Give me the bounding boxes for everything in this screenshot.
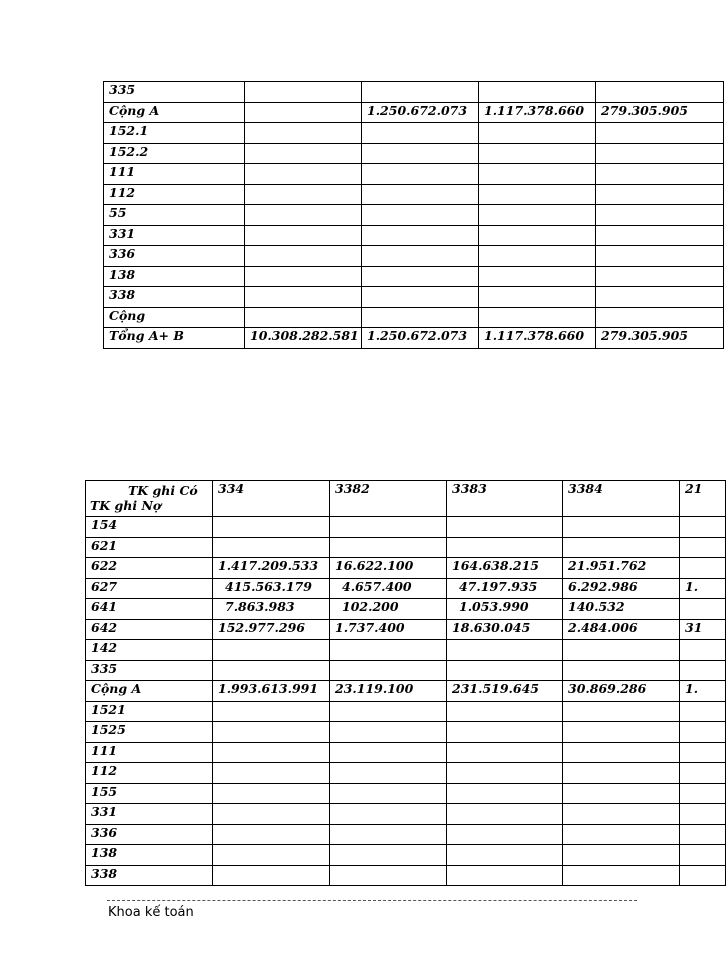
table-cell: 7.863.983 (213, 599, 330, 620)
table-cell (362, 287, 479, 308)
header-col-334: 334 (213, 481, 330, 517)
row-account-cell: 331 (104, 225, 245, 246)
table-cell (447, 517, 563, 538)
summary-table-top (103, 81, 724, 349)
table-cell (680, 660, 726, 681)
table-cell (596, 123, 724, 144)
row-account-cell: Cộng A (86, 681, 213, 702)
table-cell (245, 307, 362, 328)
top-table-region (0, 0, 700, 343)
table-row (86, 640, 726, 661)
table-cell (680, 722, 726, 743)
table-row (86, 824, 726, 845)
table-cell (213, 701, 330, 722)
table-cell: 152.977.296 (213, 619, 330, 640)
table-row (86, 517, 726, 538)
row-account-cell: Cộng (104, 307, 245, 328)
table-cell (245, 82, 362, 103)
table-cell (245, 246, 362, 267)
table-cell (330, 742, 447, 763)
table-cell (213, 865, 330, 886)
table-cell: 4.657.400 (330, 578, 447, 599)
table-cell (447, 660, 563, 681)
table-row (86, 701, 726, 722)
table-cell: 1. (680, 578, 726, 599)
table-cell (596, 225, 724, 246)
table-cell (447, 701, 563, 722)
table-cell: 279.305.905 (596, 102, 724, 123)
row-account-cell: 1521 (86, 701, 213, 722)
table-cell (245, 287, 362, 308)
table-cell (245, 164, 362, 185)
row-account-cell: 112 (104, 184, 245, 205)
table-cell: 415.563.179 (213, 578, 330, 599)
table-row (104, 307, 724, 328)
table-cell (563, 824, 680, 845)
table-cell (362, 143, 479, 164)
row-account-cell: 152.1 (104, 123, 245, 144)
table-cell: 31 (680, 619, 726, 640)
table-cell (362, 266, 479, 287)
table-row (86, 660, 726, 681)
table-row (86, 763, 726, 784)
table-cell (213, 517, 330, 538)
row-account-cell: 152.2 (104, 143, 245, 164)
row-account-cell: 622 (86, 558, 213, 579)
table-cell: 164.638.215 (447, 558, 563, 579)
table-cell: 30.869.286 (563, 681, 680, 702)
table-cell (447, 783, 563, 804)
table-cell: 231.519.645 (447, 681, 563, 702)
table-cell (563, 845, 680, 866)
table-cell (479, 184, 596, 205)
table-cell (563, 660, 680, 681)
row-account-cell: 138 (86, 845, 213, 866)
table-cell (563, 865, 680, 886)
table-cell (479, 287, 596, 308)
row-account-cell: 111 (86, 742, 213, 763)
table-cell: 1.250.672.073 (362, 102, 479, 123)
table-cell: 2.484.006 (563, 619, 680, 640)
table-cell (245, 266, 362, 287)
table-cell: 1.993.613.991 (213, 681, 330, 702)
table-cell (479, 225, 596, 246)
table-cell (330, 865, 447, 886)
table-cell: 21.951.762 (563, 558, 680, 579)
table-cell: 1.417.209.533 (213, 558, 330, 579)
table-row (86, 619, 726, 640)
table-cell (596, 205, 724, 226)
table-row (86, 742, 726, 763)
table-cell: 279.305.905 (596, 328, 724, 349)
table-cell (680, 701, 726, 722)
table-cell: 1.737.400 (330, 619, 447, 640)
table-cell (680, 558, 726, 579)
header-col-3384: 3384 (563, 481, 680, 517)
table-cell (596, 143, 724, 164)
table-cell (447, 824, 563, 845)
header-debit-label: TK ghi Nợ (90, 498, 162, 513)
table-cell (479, 266, 596, 287)
table-row (104, 143, 724, 164)
table-cell (447, 722, 563, 743)
table-row (86, 845, 726, 866)
table-row (86, 537, 726, 558)
row-account-cell: 338 (86, 865, 213, 886)
table-cell (330, 701, 447, 722)
table-cell: 1.117.378.660 (479, 102, 596, 123)
table-cell (563, 783, 680, 804)
table-cell (213, 783, 330, 804)
table-cell (245, 123, 362, 144)
table-row (104, 164, 724, 185)
table-cell: 1.053.990 (447, 599, 563, 620)
table-cell (447, 537, 563, 558)
table-cell (596, 307, 724, 328)
table-cell (596, 82, 724, 103)
table-cell (362, 184, 479, 205)
table-row (104, 287, 724, 308)
table-cell (479, 82, 596, 103)
table-cell (563, 537, 680, 558)
table-cell (596, 266, 724, 287)
table-cell (563, 742, 680, 763)
table-cell (447, 763, 563, 784)
table-row (86, 558, 726, 579)
table-cell (680, 640, 726, 661)
table-cell (563, 763, 680, 784)
allocation-table-bottom (85, 480, 726, 886)
table-row (86, 804, 726, 825)
table-row (104, 266, 724, 287)
row-account-cell: 621 (86, 537, 213, 558)
table-cell (479, 205, 596, 226)
table-cell (330, 845, 447, 866)
table-cell (563, 701, 680, 722)
table-cell: 1.250.672.073 (362, 328, 479, 349)
table-cell (245, 184, 362, 205)
table-cell (563, 640, 680, 661)
table-cell (563, 722, 680, 743)
table-cell: 140.532 (563, 599, 680, 620)
table-cell (362, 225, 479, 246)
row-account-cell: 55 (104, 205, 245, 226)
header-col-21: 21 (680, 481, 726, 517)
table-cell (330, 517, 447, 538)
table-cell (245, 205, 362, 226)
table-cell (362, 164, 479, 185)
table-row (86, 865, 726, 886)
row-account-cell: 112 (86, 763, 213, 784)
table-cell (245, 225, 362, 246)
table-row (104, 205, 724, 226)
row-account-cell: 338 (104, 287, 245, 308)
table-cell (245, 143, 362, 164)
row-account-cell: 111 (104, 164, 245, 185)
table-row (104, 184, 724, 205)
footer-label: Khoa kế toán (108, 905, 194, 920)
table-cell: 47.197.935 (447, 578, 563, 599)
table-cell (213, 722, 330, 743)
table-cell (680, 537, 726, 558)
row-account-cell: 642 (86, 619, 213, 640)
header-col-3382: 3382 (330, 481, 447, 517)
row-account-cell: Cộng A (104, 102, 245, 123)
table-cell: 1. (680, 681, 726, 702)
table-cell (362, 307, 479, 328)
row-account-cell: 155 (86, 783, 213, 804)
table-cell (680, 783, 726, 804)
table-cell (362, 205, 479, 226)
table-cell (479, 123, 596, 144)
table-cell (563, 804, 680, 825)
table-cell (330, 640, 447, 661)
header-corner-cell (86, 481, 213, 517)
table-cell (330, 763, 447, 784)
table-cell (479, 143, 596, 164)
table-cell (596, 287, 724, 308)
table-row (104, 328, 724, 349)
row-account-cell: 335 (86, 660, 213, 681)
table-cell (447, 865, 563, 886)
table-cell (680, 517, 726, 538)
table-cell (447, 804, 563, 825)
row-account-cell: 641 (86, 599, 213, 620)
table-cell (330, 722, 447, 743)
row-account-cell: 1525 (86, 722, 213, 743)
table-row (86, 783, 726, 804)
table-cell (563, 517, 680, 538)
row-account-cell: 336 (104, 246, 245, 267)
table-cell (596, 164, 724, 185)
table-row (104, 82, 724, 103)
table-cell (362, 246, 479, 267)
table-cell (447, 640, 563, 661)
row-account-cell: 627 (86, 578, 213, 599)
row-account-cell: 138 (104, 266, 245, 287)
row-account-cell: 336 (86, 824, 213, 845)
table-cell (680, 763, 726, 784)
table-cell (596, 184, 724, 205)
table-cell (680, 599, 726, 620)
table-header-row (86, 481, 726, 517)
row-account-cell: 335 (104, 82, 245, 103)
header-credit-label: TK ghi Có (128, 483, 198, 498)
table-cell (213, 537, 330, 558)
table-cell (362, 123, 479, 144)
table-cell (330, 804, 447, 825)
table-cell (213, 660, 330, 681)
table-cell: 102.200 (330, 599, 447, 620)
table-cell (330, 824, 447, 845)
table-row (86, 578, 726, 599)
table-cell (213, 640, 330, 661)
table-cell (680, 845, 726, 866)
row-account-cell: 142 (86, 640, 213, 661)
header-col-3383: 3383 (447, 481, 563, 517)
table-cell: 1.117.378.660 (479, 328, 596, 349)
table-cell (213, 763, 330, 784)
table-row (104, 123, 724, 144)
table-cell (330, 660, 447, 681)
table-row (86, 722, 726, 743)
table-cell (213, 845, 330, 866)
table-cell (680, 865, 726, 886)
table-cell (479, 307, 596, 328)
table-cell (447, 742, 563, 763)
table-cell (479, 164, 596, 185)
table-row (104, 246, 724, 267)
table-cell (330, 537, 447, 558)
table-cell (213, 742, 330, 763)
row-account-cell: 331 (86, 804, 213, 825)
table-cell (330, 783, 447, 804)
table-cell (213, 824, 330, 845)
table-cell (447, 845, 563, 866)
table-cell: 16.622.100 (330, 558, 447, 579)
row-account-cell: Tổng A+ B (104, 328, 245, 349)
table-row (86, 681, 726, 702)
table-cell (680, 804, 726, 825)
table-cell: 6.292.986 (563, 578, 680, 599)
table-cell (596, 246, 724, 267)
row-account-cell: 154 (86, 517, 213, 538)
table-cell (362, 82, 479, 103)
table-row (104, 102, 724, 123)
table-cell: 18.630.045 (447, 619, 563, 640)
table-cell (213, 804, 330, 825)
table-row (86, 599, 726, 620)
table-row (104, 225, 724, 246)
table-cell (479, 246, 596, 267)
table-cell (680, 824, 726, 845)
table-cell: 10.308.282.581 (245, 328, 362, 349)
table-cell (680, 742, 726, 763)
table-cell (245, 102, 362, 123)
table-cell: 23.119.100 (330, 681, 447, 702)
footer-divider (107, 900, 637, 901)
